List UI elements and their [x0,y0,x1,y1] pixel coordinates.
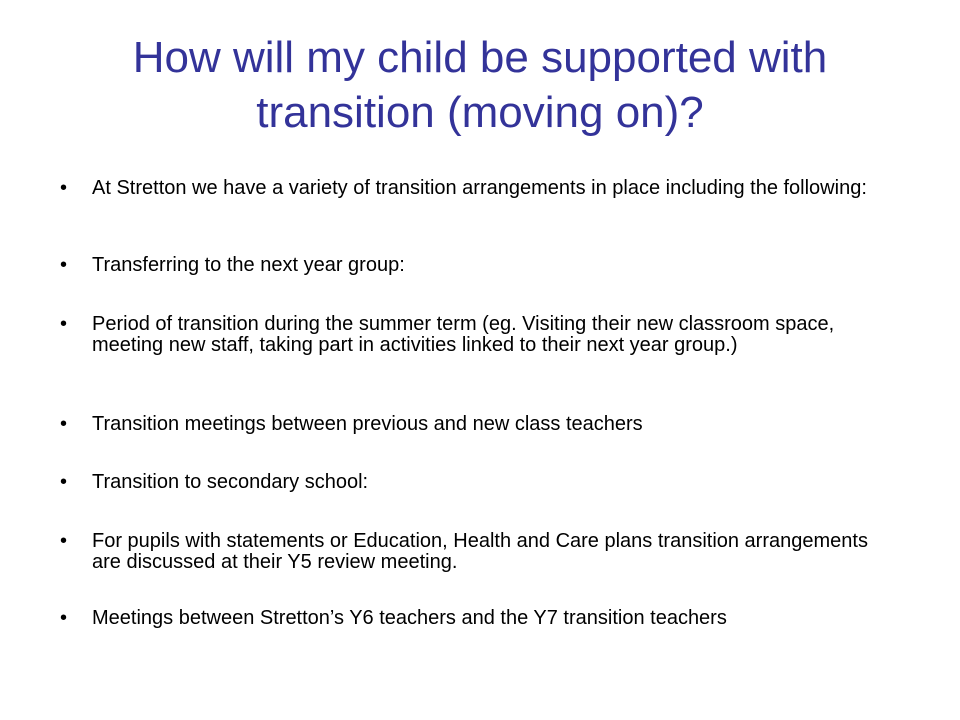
bullet-dot-icon: • [60,254,68,276]
bullet-item [60,531,900,573]
bullet-text: Transferring to the next year group: [92,254,405,276]
bullet-item [60,178,900,199]
bullet-dot-icon: • [60,471,68,493]
bullet-dot-icon: • [60,313,68,335]
bullet-item [60,414,900,435]
bullet-item [60,472,900,493]
bullet-item [60,314,900,356]
bullet-dot-icon: • [60,413,68,435]
bullet-text: Transition meetings between previous and new class teachers [92,413,643,435]
slide-title: How will my child be supported with transition (moving on)? [132,33,828,137]
bullet-item [60,608,900,629]
bullet-dot-icon: • [60,177,68,199]
bullet-item [60,255,900,276]
bullet-text: Meetings between Stretton’s Y6 teachers and the Y7 transition teachers [92,607,727,629]
bullet-dot-icon: • [60,607,68,629]
bullet-text: Period of transition during the summer term (eg. Visiting their new classroom space, meeting new staff, taking part in activities linked to their next year group.) [92,313,835,356]
bullet-dot-icon: • [60,530,68,552]
bullet-text: At Stretton we have a variety of transition arrangements in place including the following: [92,177,867,199]
bullet-text: Transition to secondary school: [92,471,369,493]
bullet-text: For pupils with statements or Education, Health and Care plans transition arrangements are discussed at their Y5 review meeting. [92,530,868,573]
